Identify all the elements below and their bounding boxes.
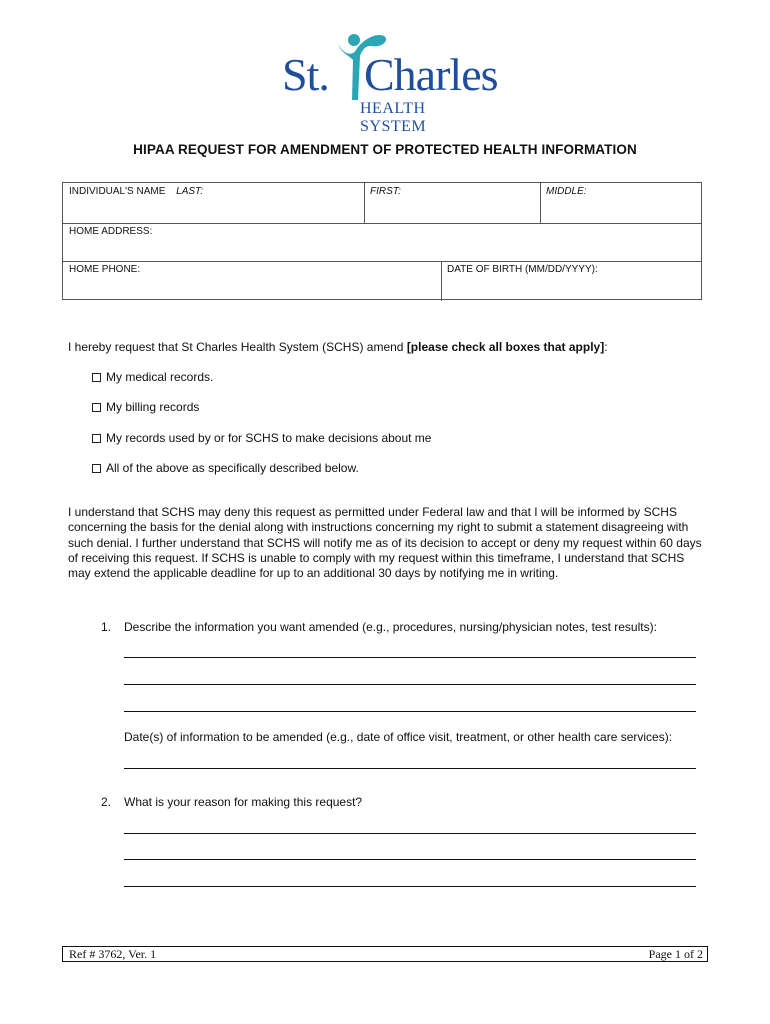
checkbox-label: My billing records bbox=[106, 400, 200, 414]
question-1-text: Describe the information you want amended (e.g., procedures, nursing/physician notes, test results): bbox=[124, 620, 657, 634]
question-1b-text: Date(s) of information to be amended (e.g., date of office visit, treatment, or other health care services): bbox=[124, 730, 673, 744]
checkbox-all-above[interactable] bbox=[92, 461, 359, 475]
home-address-label: HOME ADDRESS: bbox=[69, 226, 153, 237]
request-intro-end: : bbox=[604, 340, 608, 354]
st-charles-logo bbox=[282, 30, 498, 135]
first-name-label: FIRST: bbox=[370, 186, 401, 197]
answer-line[interactable] bbox=[124, 657, 696, 658]
reference-number: Ref # 3762, Ver. 1 bbox=[69, 947, 157, 961]
checkbox-label: My medical records. bbox=[106, 370, 214, 384]
home-phone-label: HOME PHONE: bbox=[69, 264, 141, 275]
middle-name-label: MIDDLE: bbox=[546, 186, 587, 197]
logo-charles-text: Charles bbox=[364, 49, 498, 100]
form-title: HIPAA REQUEST FOR AMENDMENT OF PROTECTED HEALTH INFORMATION bbox=[133, 142, 637, 157]
question-2-number: 2. bbox=[101, 795, 112, 809]
middle-name-field[interactable] bbox=[540, 183, 703, 223]
patient-info-table bbox=[62, 182, 702, 300]
first-name-field[interactable] bbox=[364, 183, 540, 223]
logo-st-text: St. bbox=[282, 49, 329, 100]
request-intro-text: I hereby request that St Charles Health System (SCHS) amend bbox=[68, 340, 407, 354]
checkbox-icon[interactable] bbox=[92, 464, 101, 473]
question-1-number: 1. bbox=[101, 620, 112, 634]
page-footer bbox=[62, 946, 708, 962]
denial-notice-paragraph: I understand that SCHS may deny this request as permitted under Federal law and that I will be informed by SCHS concerning the basis for the denial along with instructions concerning my right to submit a statement disagreeing with such denial. I further understand that SCHS will notify me as of its decision to accept or deny my request within 60 days of receiving this request. If SCHS is unable to comply with my request within this timeframe, I understand that SCHS may extend the applicable deadline for up to an additional 30 days by notifying me in writing. bbox=[68, 505, 702, 581]
checkbox-decision-records[interactable] bbox=[92, 431, 431, 445]
checkbox-icon[interactable] bbox=[92, 373, 101, 382]
date-of-birth-label: DATE OF BIRTH (MM/DD/YYYY): bbox=[447, 264, 598, 275]
last-name-label: LAST: bbox=[176, 186, 204, 197]
home-address-field[interactable] bbox=[63, 223, 703, 261]
answer-line[interactable] bbox=[124, 833, 696, 834]
page-number: Page 1 of 2 bbox=[648, 947, 703, 961]
checkbox-icon[interactable] bbox=[92, 403, 101, 412]
checkbox-medical-records[interactable] bbox=[92, 370, 213, 384]
request-intro bbox=[68, 340, 608, 354]
answer-line[interactable] bbox=[124, 859, 696, 860]
question-2-text: What is your reason for making this request? bbox=[124, 795, 363, 809]
logo-health-system-text: HEALTH SYSTEM bbox=[360, 100, 427, 135]
checkbox-label: My records used by or for SCHS to make decisions about me bbox=[106, 431, 432, 445]
answer-line[interactable] bbox=[124, 711, 696, 712]
date-of-birth-field[interactable] bbox=[441, 261, 703, 301]
checkbox-label: All of the above as specifically described below. bbox=[106, 461, 359, 475]
last-name-field[interactable] bbox=[63, 183, 364, 223]
individual-name-label: INDIVIDUAL'S NAME bbox=[69, 186, 166, 197]
checkbox-billing-records[interactable] bbox=[92, 400, 199, 414]
answer-line[interactable] bbox=[124, 768, 696, 769]
answer-line[interactable] bbox=[124, 684, 696, 685]
answer-line[interactable] bbox=[124, 886, 696, 887]
request-intro-bold: [please check all boxes that apply] bbox=[406, 340, 605, 354]
home-phone-field[interactable] bbox=[63, 261, 441, 301]
checkbox-icon[interactable] bbox=[92, 434, 101, 443]
